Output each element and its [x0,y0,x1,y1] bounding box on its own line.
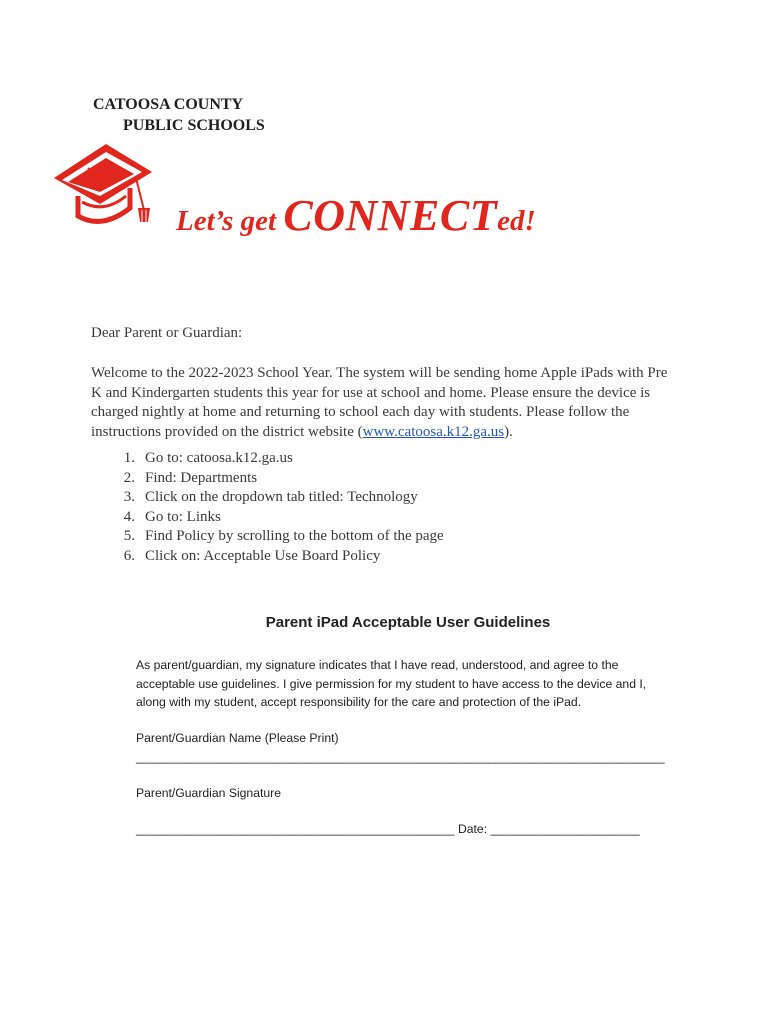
district-name [93,94,265,136]
list-item [91,547,444,567]
list-item [91,527,444,547]
step-text: Go to: Links [145,508,221,525]
step-number: 2. [123,469,135,486]
step-text: Find: Departments [145,469,258,486]
list-item [91,449,444,469]
district-line-1: CATOOSA COUNTY [93,96,244,113]
district-line-2: PUBLIC SCHOOLS [123,117,265,134]
headline [176,190,536,241]
salutation: Dear Parent or Guardian: [91,325,243,341]
instruction-list [91,449,444,566]
signature-date-line[interactable]: _______________________________________________ Date: ______________________ [136,822,640,836]
headline-part-1: Let’s get [176,205,284,237]
guidelines-title: Parent iPad Acceptable User Guidelines [265,614,551,631]
step-number: 4. [123,508,135,525]
step-number: 3. [123,489,135,505]
headline-part-3: ed! [497,205,536,237]
step-number: 5. [123,528,135,544]
agreement-text: As parent/guardian, my signature indicates that I have read, understood, and agree to the acceptable use guidelines. I give permission for my student to have access to the device and I, along with my student, accept responsibility for the care and protection of the iPad. [136,658,647,709]
list-item [91,469,444,489]
paragraph-text: Welcome to the 2022-2023 School Year. The system will be sending home Apple iPads with Pre K and Kindergarten students this year for use at school and home. Please ensure the device is charged nightly at home and returning to school each day with students. Please follow the instructions provided on the district website ( [91,365,668,440]
step-number: 6. [123,547,135,564]
welcome-paragraph [91,364,671,442]
step-number: 1. [123,450,135,466]
list-item [91,508,444,528]
step-text: Click on the dropdown tab titled: Technology [145,489,418,505]
paragraph-end: ). [504,423,513,440]
name-field-line[interactable]: ______________________________________________________________________________ [136,750,665,764]
step-text: Click on: Acceptable Use Board Policy [145,547,381,564]
name-field-label: Parent/Guardian Name (Please Print) [136,731,339,745]
step-text: Find Policy by scrolling to the bottom of the page [145,528,444,544]
list-item [91,488,444,508]
signature-field-label: Parent/Guardian Signature [136,786,281,800]
step-text: Go to: catoosa.k12.ga.us [145,450,293,466]
graduation-cap-icon [48,138,158,230]
headline-part-2: CONNECT [283,191,498,240]
district-website-link[interactable]: www.catoosa.k12.ga.us [362,423,505,440]
